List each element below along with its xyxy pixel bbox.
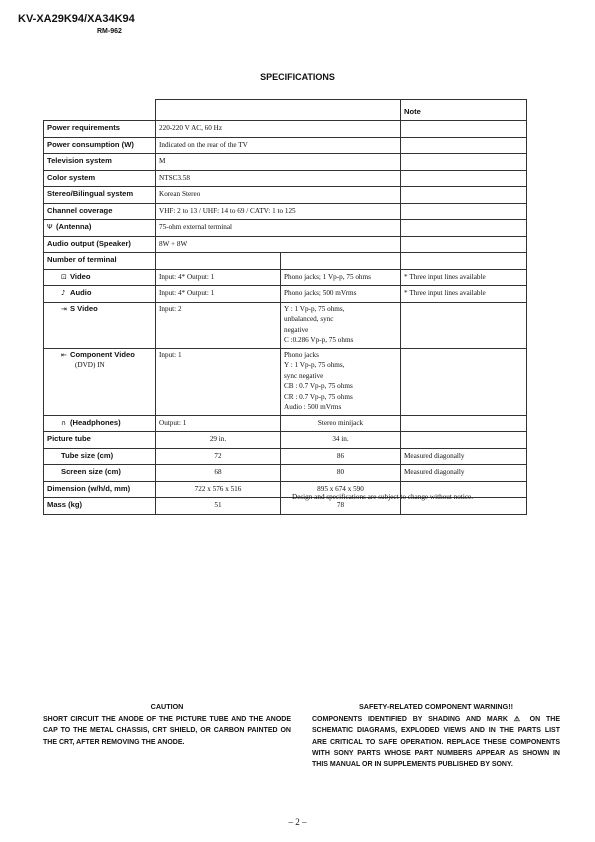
- table-header-row: [44, 100, 527, 121]
- row-value: 75-ohm external terminal: [156, 220, 401, 237]
- row-label: (Headphones): [70, 417, 121, 427]
- row-label: Picture tube: [44, 432, 156, 449]
- table-row: [44, 415, 527, 432]
- component-video-icon: ⇤: [61, 350, 67, 359]
- s-video-icon: ⇥: [61, 304, 67, 313]
- table-row: [44, 220, 527, 237]
- warning-body: COMPONENTS IDENTIFIED BY SHADING AND MARK ⚠ ON THE SCHEMATIC DIAGRAMS, EXPLODED VIEWS AND IN THE PARTS LIST ARE CRITICAL TO SAFE OPERATION. REPLACE THESE COMPONENTS WITH SONY PARTS WHOSE PART NUMBERS APPEAR AS SHOWN IN THIS MANUAL OR IN SUPPLEMENTS PUBLISHED BY SONY.: [312, 716, 560, 769]
- table-row: [44, 121, 527, 138]
- row-label: Stereo/Bilingual system: [44, 187, 156, 204]
- page-title: SPECIFICATIONS: [260, 72, 335, 82]
- value-34in: 86: [281, 448, 401, 465]
- row-value: M: [156, 154, 401, 171]
- row-label: Power requirements: [44, 121, 156, 138]
- value-29in: 68: [156, 465, 281, 482]
- row-spec: Phono jacks; 1 Vp-p, 75 ohms: [281, 269, 401, 286]
- value-29in: 722 x 576 x 516: [156, 481, 281, 498]
- audio-note-icon: ♪: [61, 289, 66, 297]
- specifications-table: [43, 99, 527, 515]
- row-value: 220-220 V AC, 60 Hz: [156, 121, 401, 138]
- caution-body: SHORT CIRCUIT THE ANODE OF THE PICTURE TUBE AND THE ANODE CAP TO THE METAL CHASSIS, CRT SHIELD, OR CARBON PAINTED ON THE CRT, AFTER REMOVING THE ANODE.: [43, 716, 291, 746]
- value-29in: 72: [156, 448, 281, 465]
- table-row: [44, 187, 527, 204]
- caution-title: CAUTION: [150, 702, 184, 711]
- row-io: Input: 2: [156, 302, 281, 348]
- table-row: [44, 269, 527, 286]
- spec-line: Audio : 500 mVrms: [284, 403, 342, 411]
- value-29in: 51: [156, 498, 281, 515]
- spec-line: CR : 0.7 Vp-p, 75 ohms: [284, 392, 353, 401]
- row-label: Channel coverage: [44, 203, 156, 220]
- page-number: – 2 –: [288, 817, 307, 827]
- row-spec: Stereo minijack: [281, 415, 401, 432]
- table-row: [44, 253, 527, 270]
- table-row: [44, 154, 527, 171]
- row-label: (Antenna): [56, 222, 92, 231]
- row-io: Input: 4* Output: 1: [156, 269, 281, 286]
- video-terminal-icon: ⊡: [61, 272, 67, 281]
- table-row: [44, 348, 527, 415]
- row-label: Number of terminal: [44, 253, 156, 270]
- table-row: [44, 302, 527, 348]
- row-value: 8W + 8W: [156, 236, 401, 253]
- spec-line: unbalanced, sync: [284, 315, 334, 323]
- table-row: [44, 170, 527, 187]
- spec-line: negative: [284, 325, 309, 334]
- table-row: [44, 448, 527, 465]
- row-label: S Video: [70, 303, 98, 313]
- row-label: Power consumption (W): [44, 137, 156, 154]
- row-label: Audio: [70, 288, 92, 297]
- spec-line: sync negative: [284, 371, 324, 380]
- row-label: Television system: [44, 154, 156, 171]
- value-34in: 34 in.: [281, 432, 401, 449]
- row-label: Video: [70, 271, 91, 281]
- row-label: Component Video: [70, 349, 135, 359]
- disclaimer: Design and specifications are subject to change without notice.: [292, 493, 474, 501]
- spec-line: C :0.286 Vp-p, 75 ohms: [284, 336, 354, 344]
- row-note: Measured diagonally: [401, 465, 527, 482]
- row-note: * Three input lines available: [401, 269, 527, 286]
- model-number: KV-XA29K94/XA34K94: [18, 13, 135, 25]
- row-value: VHF: 2 to 13 / UHF: 14 to 69 / CATV: 1 to 125: [156, 203, 401, 220]
- spec-line: Y : 1 Vp-p, 75 ohms,: [284, 304, 345, 313]
- value-34in: 895 x 674 x 590: [281, 481, 401, 498]
- spec-line: Phono jacks: [284, 350, 319, 359]
- table-row: [44, 137, 527, 154]
- row-value: Korean Stereo: [156, 187, 401, 204]
- value-29in: 29 in.: [156, 432, 281, 449]
- row-label: Dimension (w/h/d, mm): [44, 481, 156, 498]
- table-row: [44, 236, 527, 253]
- remote-model: RM-962: [97, 28, 122, 35]
- row-value: Indicated on the rear of the TV: [156, 137, 401, 154]
- row-label: Screen size (cm): [61, 467, 121, 476]
- table-row: [44, 465, 527, 482]
- spec-line: CB : 0.7 Vp-p, 75 ohms: [284, 382, 353, 390]
- row-io: Input: 4* Output: 1: [156, 286, 281, 303]
- value-34in: 80: [281, 465, 401, 482]
- note-header: Note: [401, 100, 527, 121]
- row-label: Tube size (cm): [61, 450, 114, 460]
- row-label: Mass (kg): [44, 498, 156, 515]
- warning-title: SAFETY-RELATED COMPONENT WARNING!!: [359, 702, 513, 711]
- row-note: * Three input lines available: [401, 286, 527, 303]
- value-34in: 78: [281, 498, 401, 515]
- row-spec: Phono jacks; 500 mVrms: [281, 286, 401, 303]
- antenna-icon: Ψ: [47, 223, 53, 231]
- row-label: Audio output (Speaker): [44, 236, 156, 253]
- row-label: Color system: [44, 170, 156, 187]
- row-sublabel: (DVD) IN: [75, 361, 105, 369]
- table-row: [44, 203, 527, 220]
- table-row: [44, 286, 527, 303]
- row-io: Input: 1: [156, 348, 281, 415]
- row-value: NTSC3.58: [156, 170, 401, 187]
- table-row: [44, 432, 527, 449]
- row-io: Output: 1: [156, 415, 281, 432]
- spec-line: Y : 1 Vp-p, 75 ohms,: [284, 361, 345, 369]
- headphones-icon: ∩: [61, 418, 67, 427]
- row-note: Measured diagonally: [401, 448, 527, 465]
